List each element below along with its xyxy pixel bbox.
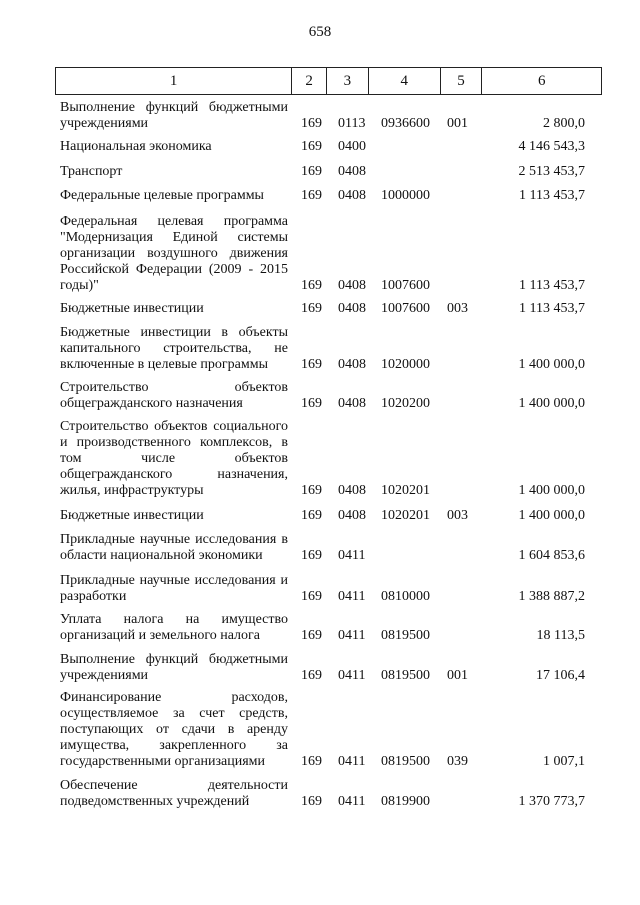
row-article: 0810000 [381,589,430,604]
row-sum: 1 400 000,0 [518,508,585,523]
row-article: 0819900 [381,794,430,809]
row-name: Национальная экономика [60,139,212,154]
row-section: 0408 [338,396,366,411]
row-sum: 1 113 453,7 [519,188,585,203]
header-col-6: 6 [537,73,546,89]
row-code: 169 [301,164,322,179]
table-row [0,324,640,373]
row-sum: 1 007,1 [543,754,585,769]
row-sum: 1 370 773,7 [518,794,585,809]
row-code: 169 [301,278,322,293]
row-section: 0411 [338,628,366,643]
row-sum: 1 400 000,0 [518,483,585,498]
row-code: 169 [301,116,322,131]
table-row [0,571,640,605]
row-section: 0411 [338,589,366,604]
row-article: 0819500 [381,628,430,643]
page-number: 658 [308,24,332,40]
row-name: Уплата налога на имущество организаций и земельного налога [60,612,288,643]
row-sum: 2 800,0 [543,116,585,131]
row-name: Выполнение функций бюджетными учреждениями [60,652,288,683]
row-code: 169 [301,794,322,809]
table-row [0,610,640,644]
header-col-4: 4 [369,68,441,94]
table-row [0,418,640,499]
table-row [0,187,640,204]
row-code: 169 [301,188,322,203]
row-section: 0408 [338,164,366,179]
row-article: 1020201 [381,483,430,498]
row-code: 169 [301,357,322,372]
table-row [0,688,640,770]
row-sum: 1 113 453,7 [519,301,585,316]
row-code: 169 [301,396,322,411]
row-sum: 1 400 000,0 [518,396,585,411]
row-section: 0411 [338,754,366,769]
table-row [0,378,640,412]
row-name: Федеральные целевые программы [60,188,264,203]
header-col-1: 1 [56,68,292,94]
row-article: 1020200 [381,396,430,411]
row-sum: 17 106,4 [536,668,585,683]
row-article: 1000000 [381,188,430,203]
row-section: 0408 [338,357,366,372]
row-section: 0408 [338,508,366,523]
row-article: 1007600 [381,301,430,316]
row-code: 169 [301,754,322,769]
row-section: 0113 [338,116,366,131]
row-section: 0408 [338,483,366,498]
row-name: Прикладные научные исследования в области национальной экономики [60,532,288,563]
row-section: 0411 [338,548,366,563]
row-sum: 4 146 543,3 [518,139,585,154]
row-name: Бюджетные инвестиции [60,508,204,523]
table-row [0,98,640,132]
table-row [0,163,640,180]
table-row [0,506,640,524]
row-article: 0936600 [381,116,430,131]
table-row [0,650,640,684]
row-kind: 003 [447,508,468,523]
row-code: 169 [301,483,322,498]
row-sum: 1 604 853,6 [518,548,585,563]
row-code: 169 [301,589,322,604]
row-name: Транспорт [60,164,123,179]
table-row [0,530,640,564]
row-kind: 003 [447,301,468,316]
row-name: Бюджетные инвестиции в объекты капитального строительства, не включенные в целевые программы [60,325,288,372]
row-section: 0408 [338,278,366,293]
row-sum: 18 113,5 [536,628,585,643]
row-kind: 039 [447,754,468,769]
row-section: 0400 [338,139,366,154]
row-name: Обеспечение деятельности подведомственных учреждений [60,778,288,809]
row-article: 0819500 [381,754,430,769]
row-article: 1020201 [381,508,430,523]
row-code: 169 [301,628,322,643]
row-code: 169 [301,548,322,563]
row-article: 1020000 [381,357,430,372]
table-row [0,300,640,317]
row-section: 0411 [338,668,366,683]
row-name: Финансирование расходов, осуществляемое за счет средств, поступающих от сдачи в аренду имущества, закрепленного за государственными организациями [60,690,288,769]
row-name: Бюджетные инвестиции [60,301,204,316]
row-name: Строительство объектов социального и производственного комплексов, в том числе объектов общегражданского назначения, жилья, инфраструктуры [60,419,288,498]
header-col-5: 5 [441,68,483,94]
row-section: 0411 [338,794,366,809]
header-col-2: 2 [292,68,327,94]
row-code: 169 [301,301,322,316]
row-article: 0819500 [381,668,430,683]
row-sum: 1 388 887,2 [518,589,585,604]
row-code: 169 [301,139,322,154]
row-sum: 1 113 453,7 [519,278,585,293]
header-col-3: 3 [327,68,369,94]
row-code: 169 [301,668,322,683]
row-article: 1007600 [381,278,430,293]
row-name: Федеральная целевая программа "Модернизация Единой системы организации воздушного движения Российской Федерации (2009 - 2015 годы)" [60,214,288,293]
row-name: Выполнение функций бюджетными учреждениями [60,100,288,131]
row-name: Строительство объектов общегражданского назначения [60,380,288,411]
row-name: Прикладные научные исследования и разработки [60,573,288,604]
table-row [0,776,640,810]
table-row [0,212,640,294]
row-kind: 001 [447,116,468,131]
table-row [0,138,640,155]
row-kind: 001 [447,668,468,683]
row-code: 169 [301,508,322,523]
row-sum: 1 400 000,0 [518,357,585,372]
table-header [55,67,602,95]
row-section: 0408 [338,301,366,316]
row-section: 0408 [338,188,366,203]
row-sum: 2 513 453,7 [518,164,585,179]
